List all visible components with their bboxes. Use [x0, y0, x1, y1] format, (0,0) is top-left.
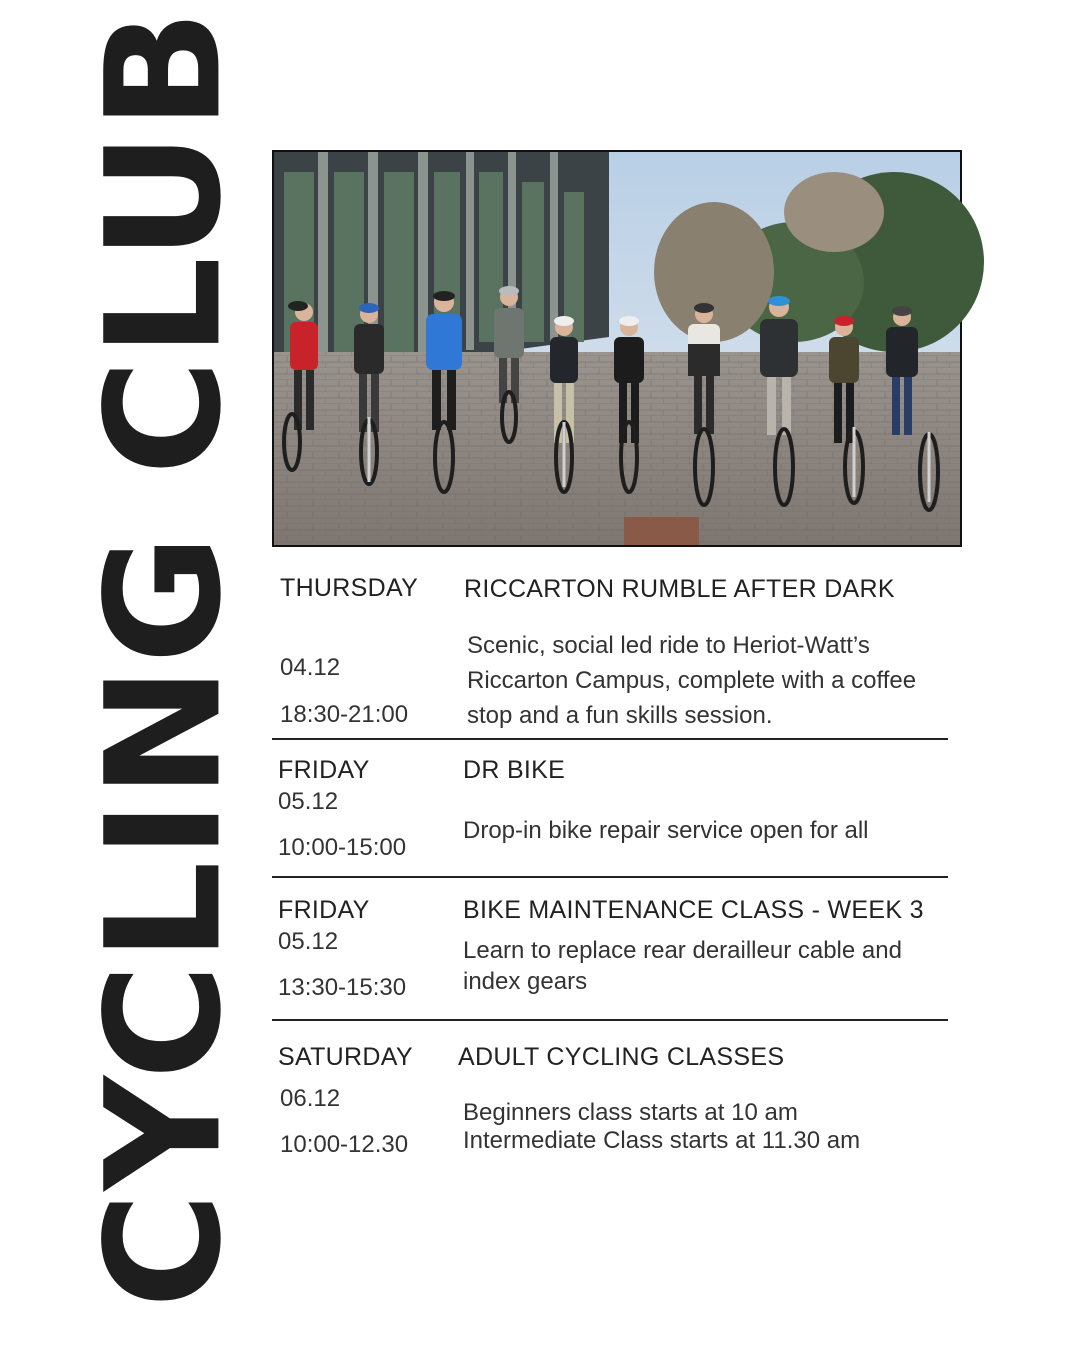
event-day: FRIDAY — [278, 896, 370, 924]
event-date: 04.12 — [280, 654, 341, 681]
event-time: 10:00-15:00 — [278, 834, 407, 861]
event-date: 05.12 — [278, 788, 339, 815]
event-day: THURSDAY — [280, 574, 419, 602]
event-description: Learn to replace rear derailleur cable and index gears — [463, 937, 902, 995]
event-date: 05.12 — [278, 928, 339, 955]
group-photo — [272, 150, 962, 547]
event-time: 18:30-21:00 — [280, 701, 409, 728]
event-item — [272, 546, 948, 738]
event-title: ADULT CYCLING CLASSES — [458, 1043, 785, 1071]
event-item — [272, 1021, 948, 1171]
event-schedule — [272, 546, 948, 1171]
event-title: BIKE MAINTENANCE CLASS - WEEK 3 — [463, 896, 924, 924]
event-date: 06.12 — [280, 1085, 341, 1112]
event-title: DR BIKE — [463, 756, 566, 784]
club-title: CYCLING CLUB — [72, 7, 256, 1308]
event-day: FRIDAY — [278, 756, 370, 784]
event-time: 10:00-12.30 — [280, 1131, 409, 1158]
event-description: Scenic, social led ride to Heriot-Watt’s Riccarton Campus, complete with a coffee stop and a fun skills session. — [467, 632, 917, 729]
event-description: Beginners class starts at 10 am Intermediate Class starts at 11.30 am — [463, 1099, 861, 1154]
event-item — [272, 738, 948, 878]
event-item — [272, 878, 948, 1021]
event-day: SATURDAY — [278, 1043, 413, 1071]
photo-illustration — [274, 152, 960, 545]
event-time: 13:30-15:30 — [278, 974, 407, 1001]
side-title — [72, 7, 256, 1308]
event-title: RICCARTON RUMBLE AFTER DARK — [464, 575, 895, 603]
event-description: Drop-in bike repair service open for all — [463, 817, 869, 844]
